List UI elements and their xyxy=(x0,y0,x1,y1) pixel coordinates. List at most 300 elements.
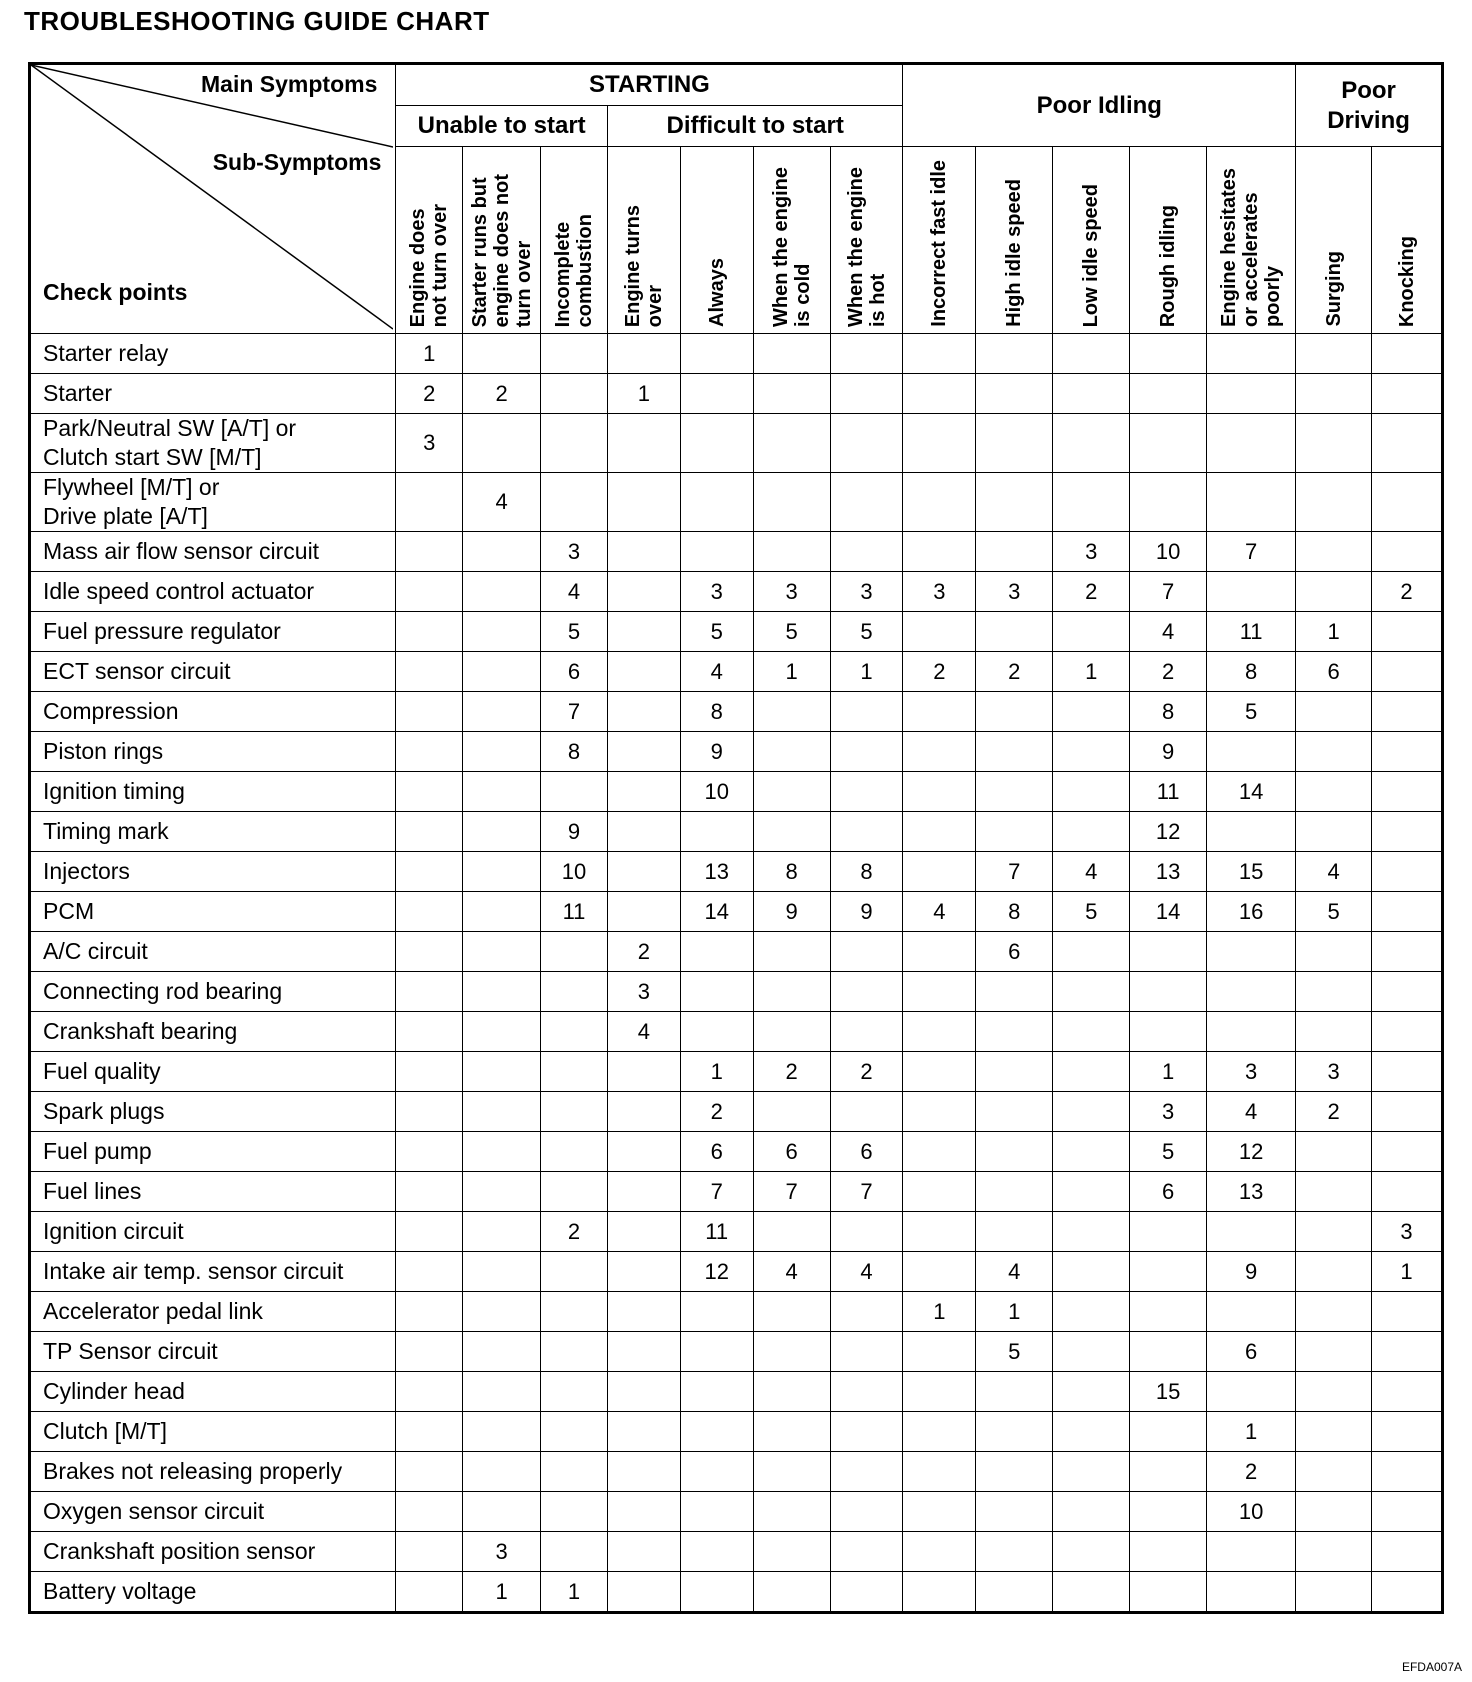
priority-cell: 11 xyxy=(680,1212,753,1252)
table-row xyxy=(30,1212,1443,1252)
priority-cell: 1 xyxy=(680,1052,753,1092)
priority-cell: 1 xyxy=(1053,652,1130,692)
priority-cell xyxy=(1372,1092,1443,1132)
priority-cell xyxy=(1053,1092,1130,1132)
priority-cell: 3 xyxy=(1372,1212,1443,1252)
priority-cell: 1 xyxy=(541,1572,608,1613)
check-point-label: Fuel pressure regulator xyxy=(30,612,396,652)
priority-cell: 4 xyxy=(1296,852,1372,892)
priority-cell xyxy=(1296,1212,1372,1252)
check-point-label: Ignition circuit xyxy=(30,1212,396,1252)
priority-cell xyxy=(463,1172,541,1212)
priority-cell xyxy=(830,374,903,414)
sub-symptom-label: Engine does not turn over xyxy=(407,203,452,327)
priority-cell xyxy=(976,1212,1053,1252)
priority-cell xyxy=(463,932,541,972)
priority-cell xyxy=(753,473,830,532)
priority-cell xyxy=(396,1372,463,1412)
priority-cell xyxy=(1372,1332,1443,1372)
priority-cell xyxy=(1372,374,1443,414)
table-row xyxy=(30,892,1443,932)
priority-cell: 1 xyxy=(976,1292,1053,1332)
priority-cell: 5 xyxy=(1296,892,1372,932)
table-row xyxy=(30,1092,1443,1132)
priority-cell xyxy=(830,692,903,732)
check-point-label: TP Sensor circuit xyxy=(30,1332,396,1372)
sub-symptom-header xyxy=(753,147,830,334)
priority-cell: 5 xyxy=(1053,892,1130,932)
priority-cell xyxy=(396,572,463,612)
priority-cell xyxy=(1207,1372,1296,1412)
priority-cell xyxy=(607,732,680,772)
priority-cell: 6 xyxy=(1296,652,1372,692)
priority-cell: 3 xyxy=(396,414,463,473)
priority-cell xyxy=(753,1452,830,1492)
priority-cell xyxy=(830,972,903,1012)
table-row xyxy=(30,1492,1443,1532)
sub-symptom-label: Incorrect fast idle xyxy=(928,160,951,327)
priority-cell: 5 xyxy=(753,612,830,652)
sub-symptom-label: Engine hesitates or accelerates poorly xyxy=(1218,168,1285,327)
priority-cell: 8 xyxy=(1130,692,1207,732)
priority-cell xyxy=(903,692,976,732)
priority-cell xyxy=(463,334,541,374)
priority-cell xyxy=(1372,732,1443,772)
priority-cell: 2 xyxy=(1372,572,1443,612)
table-row xyxy=(30,1572,1443,1613)
priority-cell xyxy=(463,1132,541,1172)
priority-cell xyxy=(396,1332,463,1372)
priority-cell xyxy=(1053,1412,1130,1452)
priority-cell xyxy=(396,1092,463,1132)
table-row xyxy=(30,1172,1443,1212)
priority-cell xyxy=(541,473,608,532)
priority-cell xyxy=(1296,1172,1372,1212)
priority-cell xyxy=(463,1332,541,1372)
priority-cell xyxy=(830,1452,903,1492)
priority-cell xyxy=(830,1532,903,1572)
table-row xyxy=(30,334,1443,374)
priority-cell: 10 xyxy=(1130,532,1207,572)
priority-cell xyxy=(1207,473,1296,532)
priority-cell xyxy=(396,972,463,1012)
priority-cell: 1 xyxy=(396,334,463,374)
priority-cell xyxy=(607,1332,680,1372)
priority-cell xyxy=(976,473,1053,532)
check-point-label: Clutch [M/T] xyxy=(30,1412,396,1452)
priority-cell: 2 xyxy=(541,1212,608,1252)
priority-cell xyxy=(607,1412,680,1452)
priority-cell xyxy=(463,1372,541,1412)
priority-cell: 2 xyxy=(680,1092,753,1132)
priority-cell xyxy=(1372,532,1443,572)
check-points-label: Check points xyxy=(43,279,188,305)
priority-cell xyxy=(680,414,753,473)
sub-symptom-header xyxy=(1296,147,1372,334)
priority-cell xyxy=(1372,692,1443,732)
priority-cell xyxy=(1130,1292,1207,1332)
priority-cell: 2 xyxy=(607,932,680,972)
priority-cell xyxy=(1053,732,1130,772)
check-point-label: Connecting rod bearing xyxy=(30,972,396,1012)
table-row xyxy=(30,932,1443,972)
check-point-label: Park/Neutral SW [A/T] or Clutch start SW [M/T] xyxy=(30,414,396,473)
priority-cell: 2 xyxy=(1207,1452,1296,1492)
priority-cell xyxy=(1372,1052,1443,1092)
priority-cell xyxy=(753,334,830,374)
priority-cell xyxy=(830,532,903,572)
priority-cell xyxy=(1296,1292,1372,1332)
priority-cell xyxy=(463,1252,541,1292)
priority-cell xyxy=(607,1532,680,1572)
priority-cell xyxy=(541,772,608,812)
table-row xyxy=(30,612,1443,652)
priority-cell: 9 xyxy=(1130,732,1207,772)
priority-cell: 1 xyxy=(903,1292,976,1332)
priority-cell xyxy=(1296,374,1372,414)
sub-symptom-header xyxy=(903,147,976,334)
priority-cell xyxy=(1053,932,1130,972)
priority-cell xyxy=(541,334,608,374)
priority-cell xyxy=(1130,1532,1207,1572)
priority-cell xyxy=(1372,414,1443,473)
priority-cell xyxy=(607,334,680,374)
priority-cell xyxy=(1372,612,1443,652)
priority-cell xyxy=(753,1092,830,1132)
priority-cell xyxy=(607,852,680,892)
check-point-label: Crankshaft bearing xyxy=(30,1012,396,1052)
priority-cell xyxy=(396,1252,463,1292)
priority-cell xyxy=(830,932,903,972)
priority-cell xyxy=(1207,334,1296,374)
priority-cell xyxy=(607,812,680,852)
priority-cell: 7 xyxy=(753,1172,830,1212)
priority-cell: 9 xyxy=(830,892,903,932)
priority-cell xyxy=(753,1012,830,1052)
priority-cell xyxy=(396,1572,463,1613)
priority-cell: 7 xyxy=(1130,572,1207,612)
priority-cell xyxy=(607,1052,680,1092)
priority-cell xyxy=(541,1332,608,1372)
priority-cell xyxy=(1053,1132,1130,1172)
priority-cell: 2 xyxy=(463,374,541,414)
priority-cell xyxy=(1130,1412,1207,1452)
table-row xyxy=(30,1332,1443,1372)
priority-cell: 7 xyxy=(830,1172,903,1212)
priority-cell xyxy=(1372,1292,1443,1332)
priority-cell: 3 xyxy=(680,572,753,612)
priority-cell xyxy=(463,652,541,692)
priority-cell xyxy=(680,1492,753,1532)
priority-cell xyxy=(1053,473,1130,532)
priority-cell xyxy=(1296,1572,1372,1613)
priority-cell: 9 xyxy=(541,812,608,852)
priority-cell xyxy=(1296,1132,1372,1172)
priority-cell xyxy=(1372,1532,1443,1572)
priority-cell xyxy=(1296,1412,1372,1452)
priority-cell xyxy=(1296,1012,1372,1052)
priority-cell xyxy=(753,1292,830,1332)
priority-cell xyxy=(541,1052,608,1092)
priority-cell: 2 xyxy=(753,1052,830,1092)
page-title: TROUBLESHOOTING GUIDE CHART xyxy=(24,6,490,36)
check-point-label: Mass air flow sensor circuit xyxy=(30,532,396,572)
priority-cell xyxy=(1296,532,1372,572)
table-row xyxy=(30,473,1443,532)
priority-cell xyxy=(903,532,976,572)
priority-cell: 1 xyxy=(1372,1252,1443,1292)
priority-cell: 8 xyxy=(830,852,903,892)
priority-cell xyxy=(1130,1452,1207,1492)
priority-cell xyxy=(396,532,463,572)
priority-cell: 1 xyxy=(1296,612,1372,652)
priority-cell xyxy=(541,972,608,1012)
priority-cell: 4 xyxy=(1130,612,1207,652)
priority-cell: 4 xyxy=(753,1252,830,1292)
unable-to-start-header: Unable to start xyxy=(396,106,608,147)
priority-cell xyxy=(753,1212,830,1252)
priority-cell xyxy=(1372,334,1443,374)
check-point-label: Fuel lines xyxy=(30,1172,396,1212)
priority-cell xyxy=(903,334,976,374)
table-row xyxy=(30,652,1443,692)
priority-cell xyxy=(607,1452,680,1492)
priority-cell xyxy=(1207,1572,1296,1613)
priority-cell xyxy=(541,1132,608,1172)
check-point-label: Starter relay xyxy=(30,334,396,374)
priority-cell xyxy=(680,812,753,852)
check-point-label: Fuel pump xyxy=(30,1132,396,1172)
priority-cell: 6 xyxy=(680,1132,753,1172)
priority-cell xyxy=(1053,1292,1130,1332)
figure-code: EFDA007A xyxy=(1401,1660,1462,1674)
priority-cell xyxy=(1372,1452,1443,1492)
difficult-to-start-header: Difficult to start xyxy=(607,106,903,147)
table-row xyxy=(30,772,1443,812)
check-point-label: Battery voltage xyxy=(30,1572,396,1613)
priority-cell: 11 xyxy=(1130,772,1207,812)
priority-cell xyxy=(1207,1292,1296,1332)
sub-symptom-header xyxy=(396,147,463,334)
priority-cell xyxy=(753,1492,830,1532)
priority-cell: 3 xyxy=(1207,1052,1296,1092)
priority-cell xyxy=(396,1532,463,1572)
priority-cell xyxy=(903,1172,976,1212)
priority-cell xyxy=(1296,772,1372,812)
priority-cell xyxy=(1372,1492,1443,1532)
priority-cell xyxy=(1053,1572,1130,1613)
priority-cell xyxy=(680,1292,753,1332)
priority-cell: 9 xyxy=(680,732,753,772)
priority-cell xyxy=(607,1572,680,1613)
check-point-label: Accelerator pedal link xyxy=(30,1292,396,1332)
priority-cell xyxy=(1296,932,1372,972)
priority-cell xyxy=(903,732,976,772)
table-row xyxy=(30,692,1443,732)
sub-symptom-header xyxy=(1053,147,1130,334)
priority-cell xyxy=(1372,473,1443,532)
priority-cell: 7 xyxy=(680,1172,753,1212)
priority-cell xyxy=(396,652,463,692)
priority-cell xyxy=(1372,892,1443,932)
priority-cell xyxy=(1372,1372,1443,1412)
priority-cell xyxy=(753,1572,830,1613)
priority-cell xyxy=(1296,1252,1372,1292)
table-row xyxy=(30,1252,1443,1292)
priority-cell xyxy=(903,812,976,852)
priority-cell xyxy=(396,1292,463,1332)
priority-cell xyxy=(1296,1332,1372,1372)
priority-cell xyxy=(976,1372,1053,1412)
priority-cell xyxy=(1296,414,1372,473)
sub-symptom-header xyxy=(607,147,680,334)
priority-cell: 15 xyxy=(1130,1372,1207,1412)
priority-cell xyxy=(1372,1412,1443,1452)
sub-symptom-header xyxy=(1372,147,1443,334)
priority-cell xyxy=(1053,612,1130,652)
priority-cell xyxy=(396,1452,463,1492)
priority-cell xyxy=(753,932,830,972)
priority-cell xyxy=(1296,812,1372,852)
priority-cell: 5 xyxy=(976,1332,1053,1372)
priority-cell xyxy=(541,374,608,414)
priority-cell xyxy=(607,772,680,812)
priority-cell: 6 xyxy=(753,1132,830,1172)
priority-cell: 2 xyxy=(1130,652,1207,692)
starting-group-header: STARTING xyxy=(396,64,903,106)
priority-cell: 8 xyxy=(680,692,753,732)
priority-cell: 1 xyxy=(1207,1412,1296,1452)
priority-cell xyxy=(1053,1452,1130,1492)
priority-cell: 13 xyxy=(1130,852,1207,892)
priority-cell xyxy=(753,1332,830,1372)
priority-cell: 3 xyxy=(463,1532,541,1572)
check-point-label: Idle speed control actuator xyxy=(30,572,396,612)
priority-cell xyxy=(396,1132,463,1172)
priority-cell xyxy=(753,532,830,572)
priority-cell xyxy=(903,473,976,532)
priority-cell: 6 xyxy=(1130,1172,1207,1212)
priority-cell: 3 xyxy=(976,572,1053,612)
priority-cell xyxy=(903,1532,976,1572)
sub-symptom-label: When the engine is hot xyxy=(844,167,889,327)
priority-cell xyxy=(976,1012,1053,1052)
priority-cell xyxy=(607,1132,680,1172)
priority-cell xyxy=(903,1132,976,1172)
sub-symptom-header xyxy=(976,147,1053,334)
priority-cell xyxy=(830,812,903,852)
priority-cell xyxy=(396,852,463,892)
table-row xyxy=(30,1132,1443,1172)
check-point-label: Compression xyxy=(30,692,396,732)
priority-cell: 6 xyxy=(976,932,1053,972)
priority-cell xyxy=(541,1492,608,1532)
sub-symptom-label: Always xyxy=(705,258,728,327)
table-row xyxy=(30,374,1443,414)
sub-symptom-header xyxy=(463,147,541,334)
priority-cell xyxy=(903,1212,976,1252)
priority-cell xyxy=(680,1572,753,1613)
priority-cell xyxy=(680,1332,753,1372)
priority-cell xyxy=(680,532,753,572)
priority-cell xyxy=(976,692,1053,732)
priority-cell xyxy=(1053,1252,1130,1292)
priority-cell xyxy=(607,1372,680,1412)
priority-cell xyxy=(1053,1532,1130,1572)
priority-cell xyxy=(903,1332,976,1372)
priority-cell xyxy=(463,772,541,812)
priority-cell xyxy=(463,1012,541,1052)
priority-cell: 1 xyxy=(607,374,680,414)
priority-cell xyxy=(903,1252,976,1292)
table-row xyxy=(30,414,1443,473)
priority-cell xyxy=(976,1532,1053,1572)
check-point-label: Spark plugs xyxy=(30,1092,396,1132)
priority-cell: 4 xyxy=(607,1012,680,1052)
priority-cell: 3 xyxy=(1296,1052,1372,1092)
main-symptoms-label: Main Symptoms xyxy=(201,71,378,97)
priority-cell xyxy=(1207,414,1296,473)
priority-cell xyxy=(1296,732,1372,772)
check-point-label: Ignition timing xyxy=(30,772,396,812)
priority-cell xyxy=(1053,1052,1130,1092)
priority-cell: 16 xyxy=(1207,892,1296,932)
priority-cell xyxy=(1053,812,1130,852)
priority-cell xyxy=(463,414,541,473)
priority-cell xyxy=(753,772,830,812)
priority-cell xyxy=(680,374,753,414)
priority-cell xyxy=(1296,972,1372,1012)
priority-cell xyxy=(830,772,903,812)
priority-cell xyxy=(753,812,830,852)
priority-cell: 7 xyxy=(541,692,608,732)
priority-cell xyxy=(463,572,541,612)
priority-cell: 3 xyxy=(541,532,608,572)
poor-driving-group-header: Poor Driving xyxy=(1296,64,1443,147)
priority-cell xyxy=(396,732,463,772)
priority-cell: 6 xyxy=(541,652,608,692)
priority-cell xyxy=(463,1052,541,1092)
priority-cell xyxy=(396,1412,463,1452)
priority-cell xyxy=(1053,414,1130,473)
priority-cell xyxy=(680,972,753,1012)
priority-cell xyxy=(903,932,976,972)
priority-cell xyxy=(1372,1132,1443,1172)
priority-cell xyxy=(463,612,541,652)
priority-cell xyxy=(976,732,1053,772)
priority-cell xyxy=(1372,1172,1443,1212)
priority-cell: 8 xyxy=(753,852,830,892)
priority-cell xyxy=(680,1372,753,1412)
sub-symptom-header xyxy=(1130,147,1207,334)
priority-cell xyxy=(1053,972,1130,1012)
sub-symptom-label: Low idle speed xyxy=(1080,183,1103,327)
priority-cell xyxy=(830,1412,903,1452)
priority-cell xyxy=(830,1492,903,1532)
priority-cell xyxy=(463,732,541,772)
table-row xyxy=(30,1292,1443,1332)
priority-cell xyxy=(1130,334,1207,374)
priority-cell xyxy=(463,1292,541,1332)
priority-cell: 9 xyxy=(753,892,830,932)
priority-cell xyxy=(396,1492,463,1532)
sub-symptom-header xyxy=(1207,147,1296,334)
check-point-label: Crankshaft position sensor xyxy=(30,1532,396,1572)
priority-cell xyxy=(976,414,1053,473)
priority-cell xyxy=(830,1332,903,1372)
priority-cell xyxy=(541,1292,608,1332)
priority-cell xyxy=(396,692,463,732)
